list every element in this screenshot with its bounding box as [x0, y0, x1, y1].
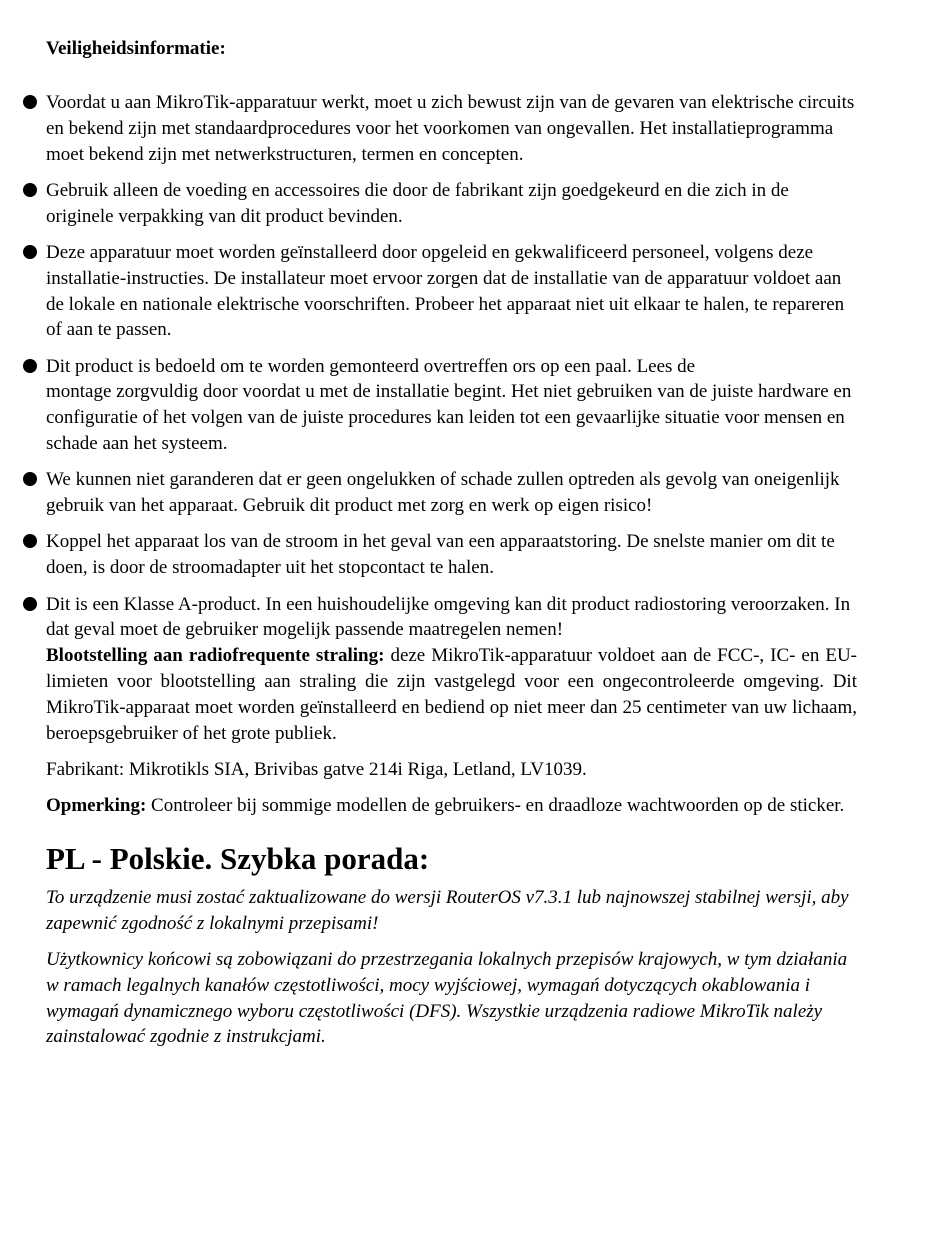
pl-section-heading: PL - Polskie. Szybka porada:: [46, 840, 430, 876]
safety-bullet-7: [46, 592, 857, 747]
note-paragraph: [46, 793, 857, 819]
bullet-icon: [23, 597, 37, 611]
note-label: Opmerking:: [46, 795, 147, 817]
note-text: Controleer bij sommige modellen de gebruikers- en draadloze wachtwoorden op de sticker.: [151, 795, 845, 817]
bullet-text: Dit is een Klasse A-product. In een huishoudelijke omgeving kan dit product radiostoring veroorzaken. In dat geval moet de gebruiker mogelijk passende maatregelen nemen!: [46, 593, 851, 641]
rf-exposure-label: Blootstelling aan radiofrequente straling:: [46, 645, 385, 667]
safety-bullet-5: [46, 467, 857, 519]
bullet-text: We kunnen niet garanderen dat er geen ongelukken of schade zullen optreden als gevolg van oneigenlijk gebruik van het apparaat. Gebruik dit product met zorg en werk op eigen risico!: [46, 469, 840, 517]
pl-update-notice: To urządzenie musi zostać zaktualizowane do wersji RouterOS v7.3.1 lub najnowszej stabilnej wersji, aby zapewnić zgodność z lokalnymi przepisami!: [46, 886, 849, 934]
rf-exposure-text: deze MikroTik-apparatuur voldoet aan de FCC-, IC- en EU-limieten voor blootstelling aan straling die zijn vastgelegd voor een ongecontroleerde omgeving. Dit MikroTik-apparaat moet worden geïnstalleerd en bediend op niet meer dan 25 centimeter van uw lichaam, beroepsgebruiker of het grote publiek.: [46, 645, 857, 744]
bullet-text: Koppel het apparaat los van de stroom in het geval van een apparaatstoring. De snelste manier om dit te doen, is door de stroomadapter uit het stopcontact te halen.: [46, 531, 835, 579]
bullet-text: Dit product is bedoeld om te worden gemonteerd overtreffen ors op een paal. Lees de: [46, 355, 696, 377]
bullet-icon: [23, 183, 37, 197]
safety-heading: Veiligheidsinformatie:: [46, 38, 226, 59]
bullet-icon: [23, 245, 37, 259]
bullet-text: Voordat u aan MikroTik-apparatuur werkt, moet u zich bewust zijn van de gevaren van elektrische circuits en bekend zijn met standaardprocedures voor het voorkomen van ongevallen. Het installatieprogramma moet bekend zijn met netwerkstructuren, termen en concepten.: [46, 92, 855, 165]
safety-bullet-3: [46, 240, 857, 343]
bullet-icon: [23, 534, 37, 548]
rf-exposure-paragraph: [46, 643, 857, 746]
safety-bullet-4: [46, 354, 857, 457]
bullet-icon: [23, 359, 37, 373]
bullet-text: Deze apparatuur moet worden geïnstalleerd door opgeleid en gekwalificeerd personeel, volgens deze installatie-instructies. De installateur moet ervoor zorgen dat de installatie van de apparatuur voldoet aan de lokale en nationale elektrische voorschriften. Probeer het apparaat niet uit elkaar te halen, te repareren of aan te passen.: [46, 241, 845, 341]
manufacturer-line: Fabrikant: Mikrotikls SIA, Brivibas gatve 214i Riga, Letland, LV1039.: [46, 758, 587, 780]
bullet-text: Gebruik alleen de voeding en accessoires die door de fabrikant zijn goedgekeurd en die zich in de originele verpakking van dit product bevinden.: [46, 179, 789, 227]
bullet-text-continued: montage zorgvuldig door voordat u met de installatie begint. Het niet gebruiken van de juiste hardware en configuratie of het volgen van de juiste procedures kan leiden tot een gevaarlijke situatie voor mensen en schade aan het systeem.: [46, 381, 852, 455]
bullet-icon: [23, 472, 37, 486]
safety-bullet-1: [46, 90, 857, 167]
bullet-icon: [23, 95, 37, 109]
safety-bullet-list: [46, 90, 857, 746]
safety-bullet-2: [46, 178, 857, 230]
safety-bullet-6: [46, 529, 857, 581]
document-page: [46, 36, 857, 1061]
pl-regulation-notice: Użytkownicy końcowi są zobowiązani do przestrzegania lokalnych przepisów krajowych, w tym działania w ramach legalnych kanałów częstotliwości, mocy wyjściowej, wymagań dotyczących okablowania i wymagań dynamicznego wyboru częstotliwości (DFS). Wszystkie urządzenia radiowe MikroTik należy zainstalować zgodnie z instrukcjami.: [46, 949, 848, 1048]
